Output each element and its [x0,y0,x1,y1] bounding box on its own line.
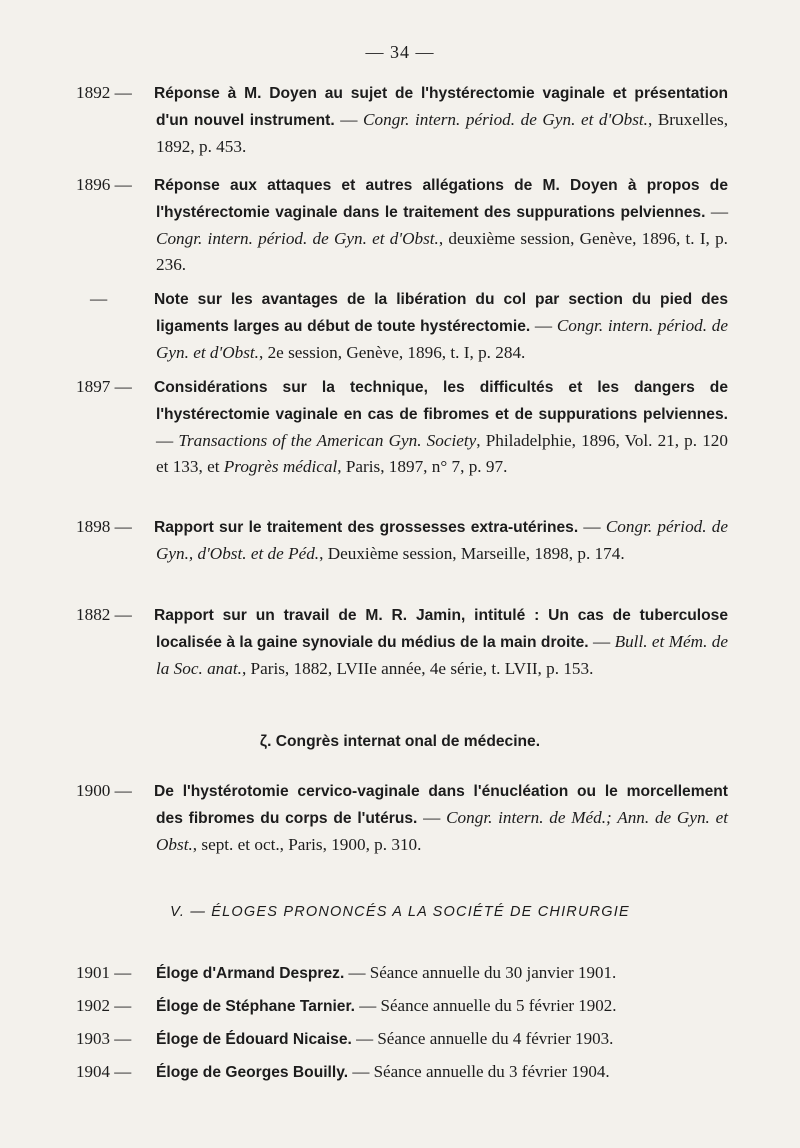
entry-source-2: Progrès médical [223,457,338,476]
entry-source: Transactions of the American Gyn. Society [178,431,477,450]
eloge-title: Éloge de Georges Bouilly. [156,1064,349,1081]
entry-separator: — [156,431,179,450]
entry-separator: — [705,202,729,221]
bibliography-entry-1896 [76,172,728,278]
eloge-year: 1903 — [76,1029,132,1048]
entry-title: Note sur les avantages de la libération du col par section du pied des ligaments larges au début de toute hystérectomie. [154,291,728,335]
entry-source: Congr. intern. périod. de Gyn. et d'Obst. [156,229,439,248]
bibliography-entry-1896-note [76,286,728,366]
congress-heading: ζ. Congrès internat onal de médecine. [259,733,541,750]
eloge-entry-1903 [76,1026,736,1053]
entry-source: Congr. intern. périod. de Gyn. et d'Obst. [363,110,648,129]
entry-year: 1882 — [76,605,132,624]
eloge-title: Éloge de Stéphane Tarnier. [156,998,356,1015]
entry-details: , deuxième session, Genève, 1896, t. I, p. 236. [156,229,728,274]
eloge-year: 1902 — [76,996,132,1015]
entry-title: Réponse à M. Doyen au sujet de l'hystérectomie vaginale et présentation d'un nouvel instrument. [154,85,728,129]
eloge-details: — Séance annuelle du 5 février 1902. [355,996,617,1015]
eloge-entry-1901 [76,960,736,987]
entry-details: , sept. et oct., Paris, 1900, p. 310. [192,835,422,854]
entry-details: , Paris, 1882, LVIIe année, 4e série, t. LVII, p. 153. [241,659,594,678]
entry-year: — [90,289,108,308]
entry-separator: — [578,517,606,536]
entry-year: 1897 — [76,377,132,396]
entry-separator: — [334,110,364,129]
entry-details: , Deuxième session, Marseille, 1898, p. 174. [319,544,625,563]
bibliography-entry-1892 [76,80,728,160]
entry-details: , 2e session, Genève, 1896, t. I, p. 284. [258,343,526,362]
bibliography-entry-1882 [76,602,728,682]
entry-title: Rapport sur le traitement des grossesses extra-utérines. [154,519,579,536]
eloge-title: Éloge de Édouard Nicaise. [156,1031,352,1048]
entry-year: 1892 — [76,83,132,102]
entry-source: Congr. intern. périod. de Gyn. et d'Obst. [156,316,728,362]
entry-details: , Bruxelles, 1892, p. 453. [156,110,729,156]
entry-separator: — [530,316,557,335]
entry-year: 1898 — [76,517,132,536]
entry-title: Rapport sur un travail de M. R. Jamin, intitulé : Un cas de tuberculose localisée à la gaine synoviale du médius de la main droite. [154,607,728,651]
eloge-details: — Séance annuelle du 30 janvier 1901. [344,963,617,982]
section-heading: V. — ÉLOGES PRONONCÉS A LA SOCIÉTÉ DE CHIRURGIE [170,904,630,920]
eloge-year: 1901 — [76,963,132,982]
eloge-year: 1904 — [76,1062,132,1081]
entry-separator: — [588,632,615,651]
entry-year: 1896 — [76,175,132,194]
entry-source: Congr. intern. de Méd.; Ann. de Gyn. et Obst. [156,808,728,854]
bibliography-entry-1898 [76,514,728,567]
entry-separator: — [417,808,447,827]
entry-title: Réponse aux attaques et autres allégations de M. Doyen à propos de l'hystérectomie vaginale dans le traitement des suppurations pelviennes. [154,177,728,221]
eloge-title: Éloge d'Armand Desprez. [156,965,345,982]
entry-title: De l'hystérotomie cervico-vaginale dans l'énucléation ou le morcellement des fibromes du corps de l'utérus. [154,783,728,827]
entry-details-2: , Paris, 1897, n° 7, p. 97. [337,457,508,476]
eloge-details: — Séance annuelle du 3 février 1904. [348,1062,610,1081]
entry-source: Bull. et Mém. de la Soc. anat. [156,632,728,678]
entry-title: Considérations sur la technique, les difficultés et les dangers de l'hystérectomie vaginale en cas de fibromes et de suppurations pelviennes. [154,379,728,423]
eloge-entry-1902 [76,993,736,1020]
entry-source: Congr. périod. de Gyn., d'Obst. et de Péd. [156,517,729,563]
eloge-entry-1904 [76,1059,736,1086]
entry-details: , Philadelphie, 1896, Vol. 21, p. 120 et 133, et [156,431,728,476]
bibliography-entry-1900 [76,778,728,858]
eloge-details: — Séance annuelle du 4 février 1903. [351,1029,614,1048]
bibliography-entry-1897 [76,374,728,480]
entry-year: 1900 — [76,781,132,800]
page-number: — 34 — [365,42,435,62]
